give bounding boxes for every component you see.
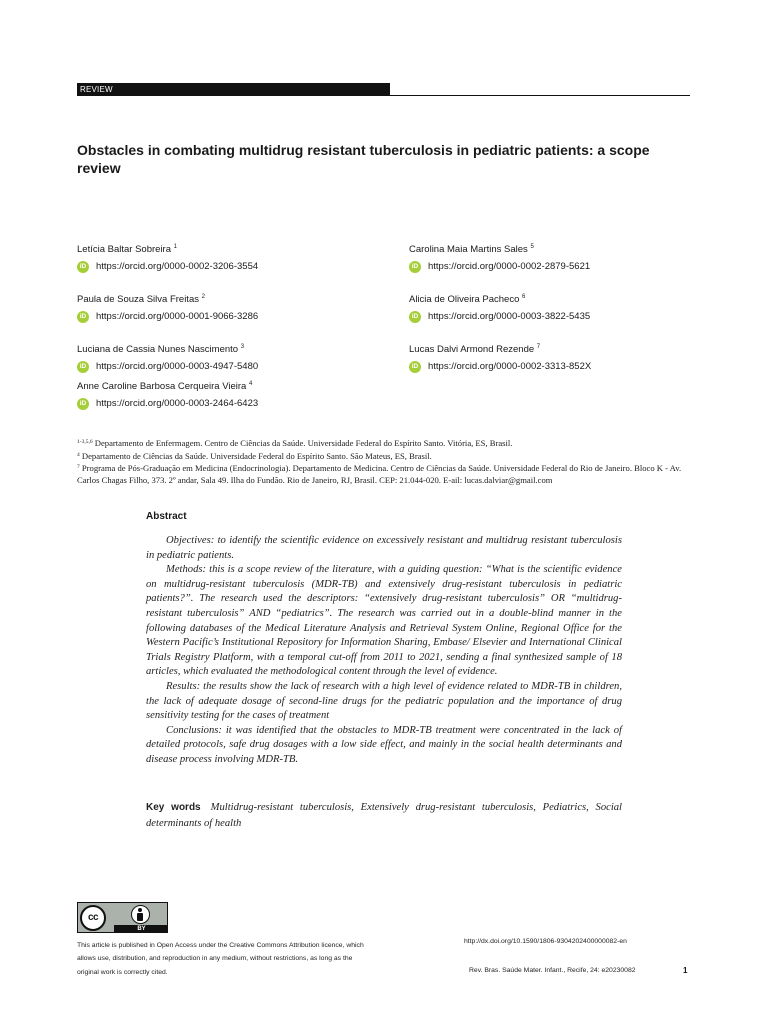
author-block (409, 340, 709, 374)
orcid-link[interactable]: iD https://orcid.org/0000-0003-2464-6423 (77, 397, 377, 411)
orcid-icon: iD (77, 311, 89, 323)
author-block (409, 240, 709, 274)
orcid-link[interactable]: iD https://orcid.org/0000-0002-3206-3554 (77, 260, 377, 274)
abstract-paragraph: Methods: this is a scope review of the literature, with a guiding question: “What is the scientific evidence on multidrug-resistant tuberculosis (MDR-TB) and extensively drug-resistant tuberculosis in pediatric patients?”. The research used the descriptors: “extensively drug-resistant tuberculosis” OR “multidrug-resistant tuberculosis” AND “pediatrics”. The research was carried out in a double-blind manner in the following databases of the Medical Literature Analysis and Retrieval System Online, Regional Office for the Western Pacific’s Institutional Repository for Information Sharing, Embase/ Elsevier and International Clinical Trials Registry Platform, with a temporal cut-off from 2011 to 2021, sending a final synthesized sample of 18 articles, which evaluated the methodological content through the level of evidence. (146, 564, 622, 678)
orcid-icon: iD (409, 361, 421, 373)
attribution-icon (131, 905, 150, 924)
section-rule (390, 95, 690, 96)
keywords-text: Multidrug-resistant tuberculosis, Extensively drug-resistant tuberculosis, Pediatrics, Social determinants of health (146, 802, 622, 829)
keywords-label: Key words (146, 802, 201, 813)
doi-link[interactable]: http://dx.doi.org/10.1590/1806-9304202400000082-en (464, 938, 627, 945)
author-name: Alicia de Oliveira Pacheco $^6$ (409, 294, 526, 306)
orcid-icon: iD (409, 311, 421, 323)
section-label: REVIEW (77, 83, 390, 96)
author-block (77, 377, 377, 411)
license-text: This article is published in Open Access under the Creative Commons Attribution licence, which allows use, distribution, and reproduction in any medium, without restrictions, as long as the original work is correctly cited. (77, 942, 364, 976)
orcid-link[interactable]: iD https://orcid.org/0000-0003-3822-5435 (409, 310, 709, 324)
orcid-icon: iD (77, 361, 89, 373)
author-block (77, 240, 377, 274)
author-name: Luciana de Cassia Nunes Nascimento $^3$ (77, 344, 245, 356)
orcid-icon: iD (77, 398, 89, 410)
author-name: Letícia Baltar Sobreira $^1$ (77, 244, 177, 256)
affiliation: $^7$ Programa de Pós-Graduação em Medicina (Endocrinologia). Departamento de Medicina. Centro de Ciências da Saúde. Universidade Federal do Rio de Janeiro. Bloco K - Av. Carlos Chagas Filho, 373. 2º andar, Sala 49. Ilha do Fundão. Rio de Janeiro, RJ, Brasil. CEP: 21.044-020. E-ail: lucas.dalviar@gmail.com (77, 463, 682, 486)
article-title: Obstacles in combating multidrug resistant tuberculosis in pediatric patients: a scope review (77, 142, 650, 176)
cc-by-badge[interactable] (77, 902, 168, 933)
keywords (146, 800, 622, 831)
abstract-paragraph: Conclusions: it was identified that the obstacles to MDR-TB treatment were concentrated in the lack of detailed protocols, safe drug dosages with a low side effect, and mainly in the social health determinants and disease process involving MDR-TB. (146, 724, 622, 765)
author-name: Anne Caroline Barbosa Cerqueira Vieira $^4$ (77, 381, 253, 393)
author-name: Carolina Maia Martins Sales $^5$ (409, 244, 534, 256)
author-block (77, 340, 377, 374)
orcid-link[interactable]: iD https://orcid.org/0000-0003-4947-5480 (77, 360, 377, 374)
abstract-paragraph: Results: the results show the lack of research with a high level of evidence related to MDR-TB in children, the lack of adequate dosage of second-line drugs for the pediatric population and the importance of drug sensitivity testing for the cases of treatment (146, 680, 622, 722)
author-name: Paula de Souza Silva Freitas $^2$ (77, 294, 205, 306)
orcid-link[interactable]: iD https://orcid.org/0000-0002-3313-852X (409, 360, 709, 374)
abstract-heading: Abstract (146, 511, 187, 522)
abstract-paragraph: Objectives: to identify the scientific evidence on excessively resistant and multidrug resistant tuberculosis in pediatric patients. (146, 535, 622, 561)
author-name: Lucas Dalvi Armond Rezende $^7$ (409, 344, 541, 356)
journal-citation: Rev. Bras. Saúde Mater. Infant., Recife, 24: e20230082 (469, 967, 636, 974)
abstract-body (146, 534, 622, 768)
author-block (77, 290, 377, 324)
page-number: 1 (683, 966, 688, 975)
orcid-icon: iD (77, 261, 89, 273)
orcid-link[interactable]: iD https://orcid.org/0000-0001-9066-3286 (77, 310, 377, 324)
by-label: BY (114, 925, 168, 933)
affiliation: $^4$ Departamento de Ciências da Saúde. Universidade Federal do Espírito Santo. São Mateus, ES, Brasil. (77, 450, 432, 461)
affiliations (77, 437, 697, 487)
affiliation: $^{1-3,5,6}$ Departamento de Enfermagem. Centro de Ciências da Saúde. Universidade Federal do Espírito Santo. Vitória, ES, Brasil. (77, 438, 513, 448)
orcid-icon: iD (409, 261, 421, 273)
orcid-link[interactable]: iD https://orcid.org/0000-0002-2879-5621 (409, 260, 709, 274)
author-block (409, 290, 709, 324)
cc-icon: cc (80, 905, 106, 931)
section-bar (77, 83, 690, 96)
